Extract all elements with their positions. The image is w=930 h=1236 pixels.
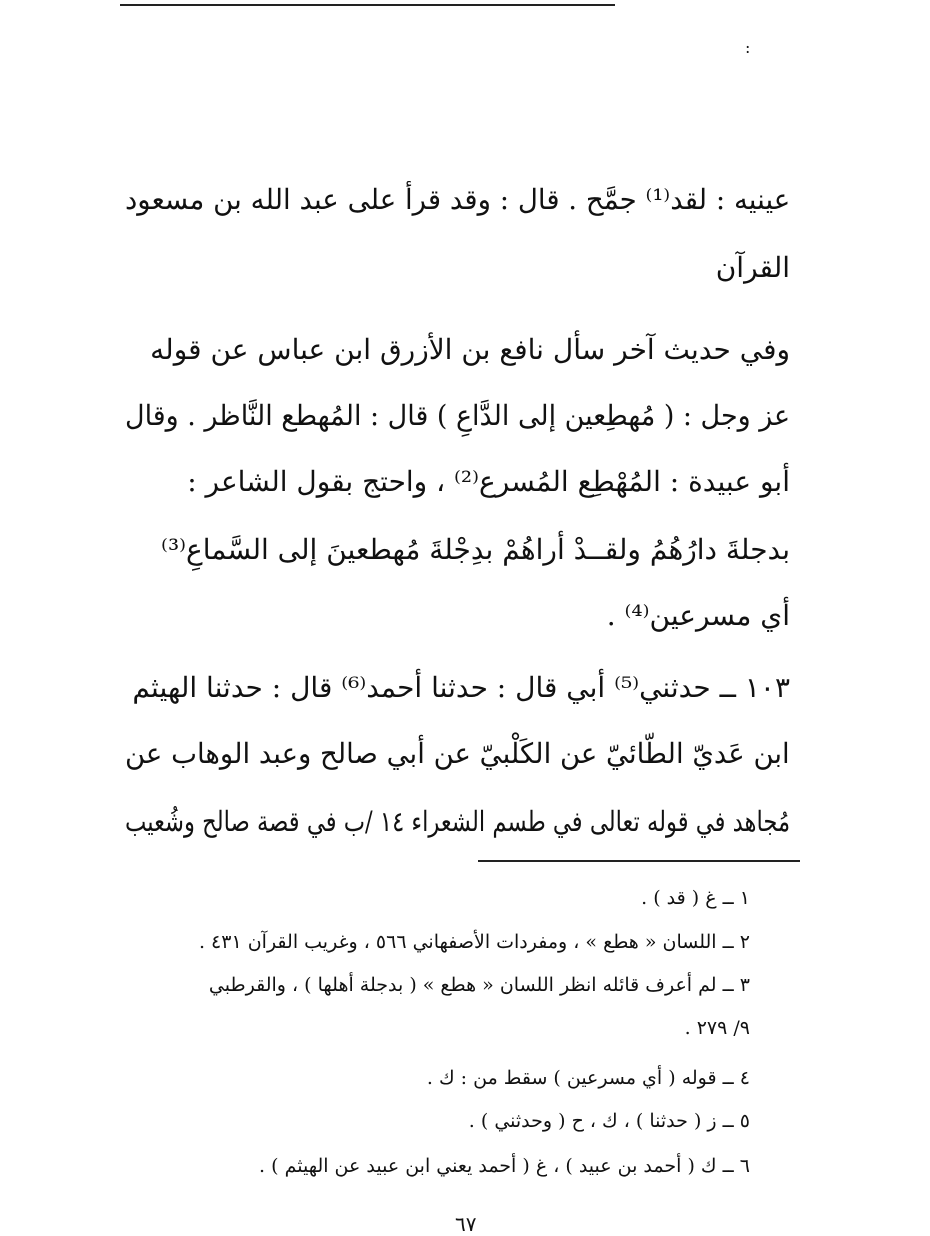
footnote: ٦ ــ ك ( أحمد بن عبيد ) ، غ ( أحمد يعني ابن عبيد عن الهيثم ) . [259,1155,750,1177]
footnote: ١ ــ غ ( قد ) . [641,887,750,909]
footnote-rule [478,860,800,862]
footnote: ٥ ــ ز ( حدثنا ) ، ك ، ح ( وحدثني ) . [468,1110,750,1132]
main-line: عينيه : لقد⁽¹⁾ جمَّح . قال : وقد قرأ على عبد الله بن مسعود [124,183,790,216]
main-line: القرآن [715,251,790,284]
footnote: ٩/ ٢٧٩ . [684,1017,750,1039]
footnote: ٣ ــ لم أعرف قائله انظر اللسان « هطع » ( بدجلة أهلها ) ، والقرطبي [208,974,750,996]
footnote: ٤ ــ قوله ( أي مسرعين ) سقط من : ك . [426,1067,750,1089]
main-line: ١٠٣ ــ حدثني⁽⁵⁾ أبي قال : حدثنا أحمد⁽⁶⁾ قال : حدثنا الهيثم [132,671,790,704]
main-line: ابن عَديّ الطّائيّ عن الكَلْبيّ عن أبي صالح وعبد الوهاب عن [125,737,790,770]
main-line: أبو عبيدة : المُهْطِع المُسرع⁽²⁾ ، واحتج بقول الشاعر : [187,465,790,498]
top-mark: : [745,38,751,57]
main-line: مُجاهد في قوله تعالى في طسم الشعراء ١٤ /ب في قصة صالح وشُعيب [124,805,790,838]
main-text [125,0,790,860]
page-number: ٦٧ [455,1212,477,1236]
footnote: ٢ ــ اللسان « هطع » ، ومفردات الأصفهاني ٥٦٦ ، وغريب القرآن ٤٣١ . [198,931,750,953]
main-line: أي مسرعين⁽⁴⁾ . [606,599,790,632]
verse-line: بدجلةَ دارُهُمُ ولقــدْ أراهُمْ بدِجْلةَ مُهطعينَ إلى السَّماعِ⁽³⁾ [161,533,790,566]
main-line: عز وجل : ( مُهطِعين إلى الدَّاعِ ) قال : المُهطع النَّاظر . وقال [124,399,790,432]
main-line: وفي حديث آخر سأل نافع بن الأزرق ابن عباس عن قوله [150,333,790,366]
